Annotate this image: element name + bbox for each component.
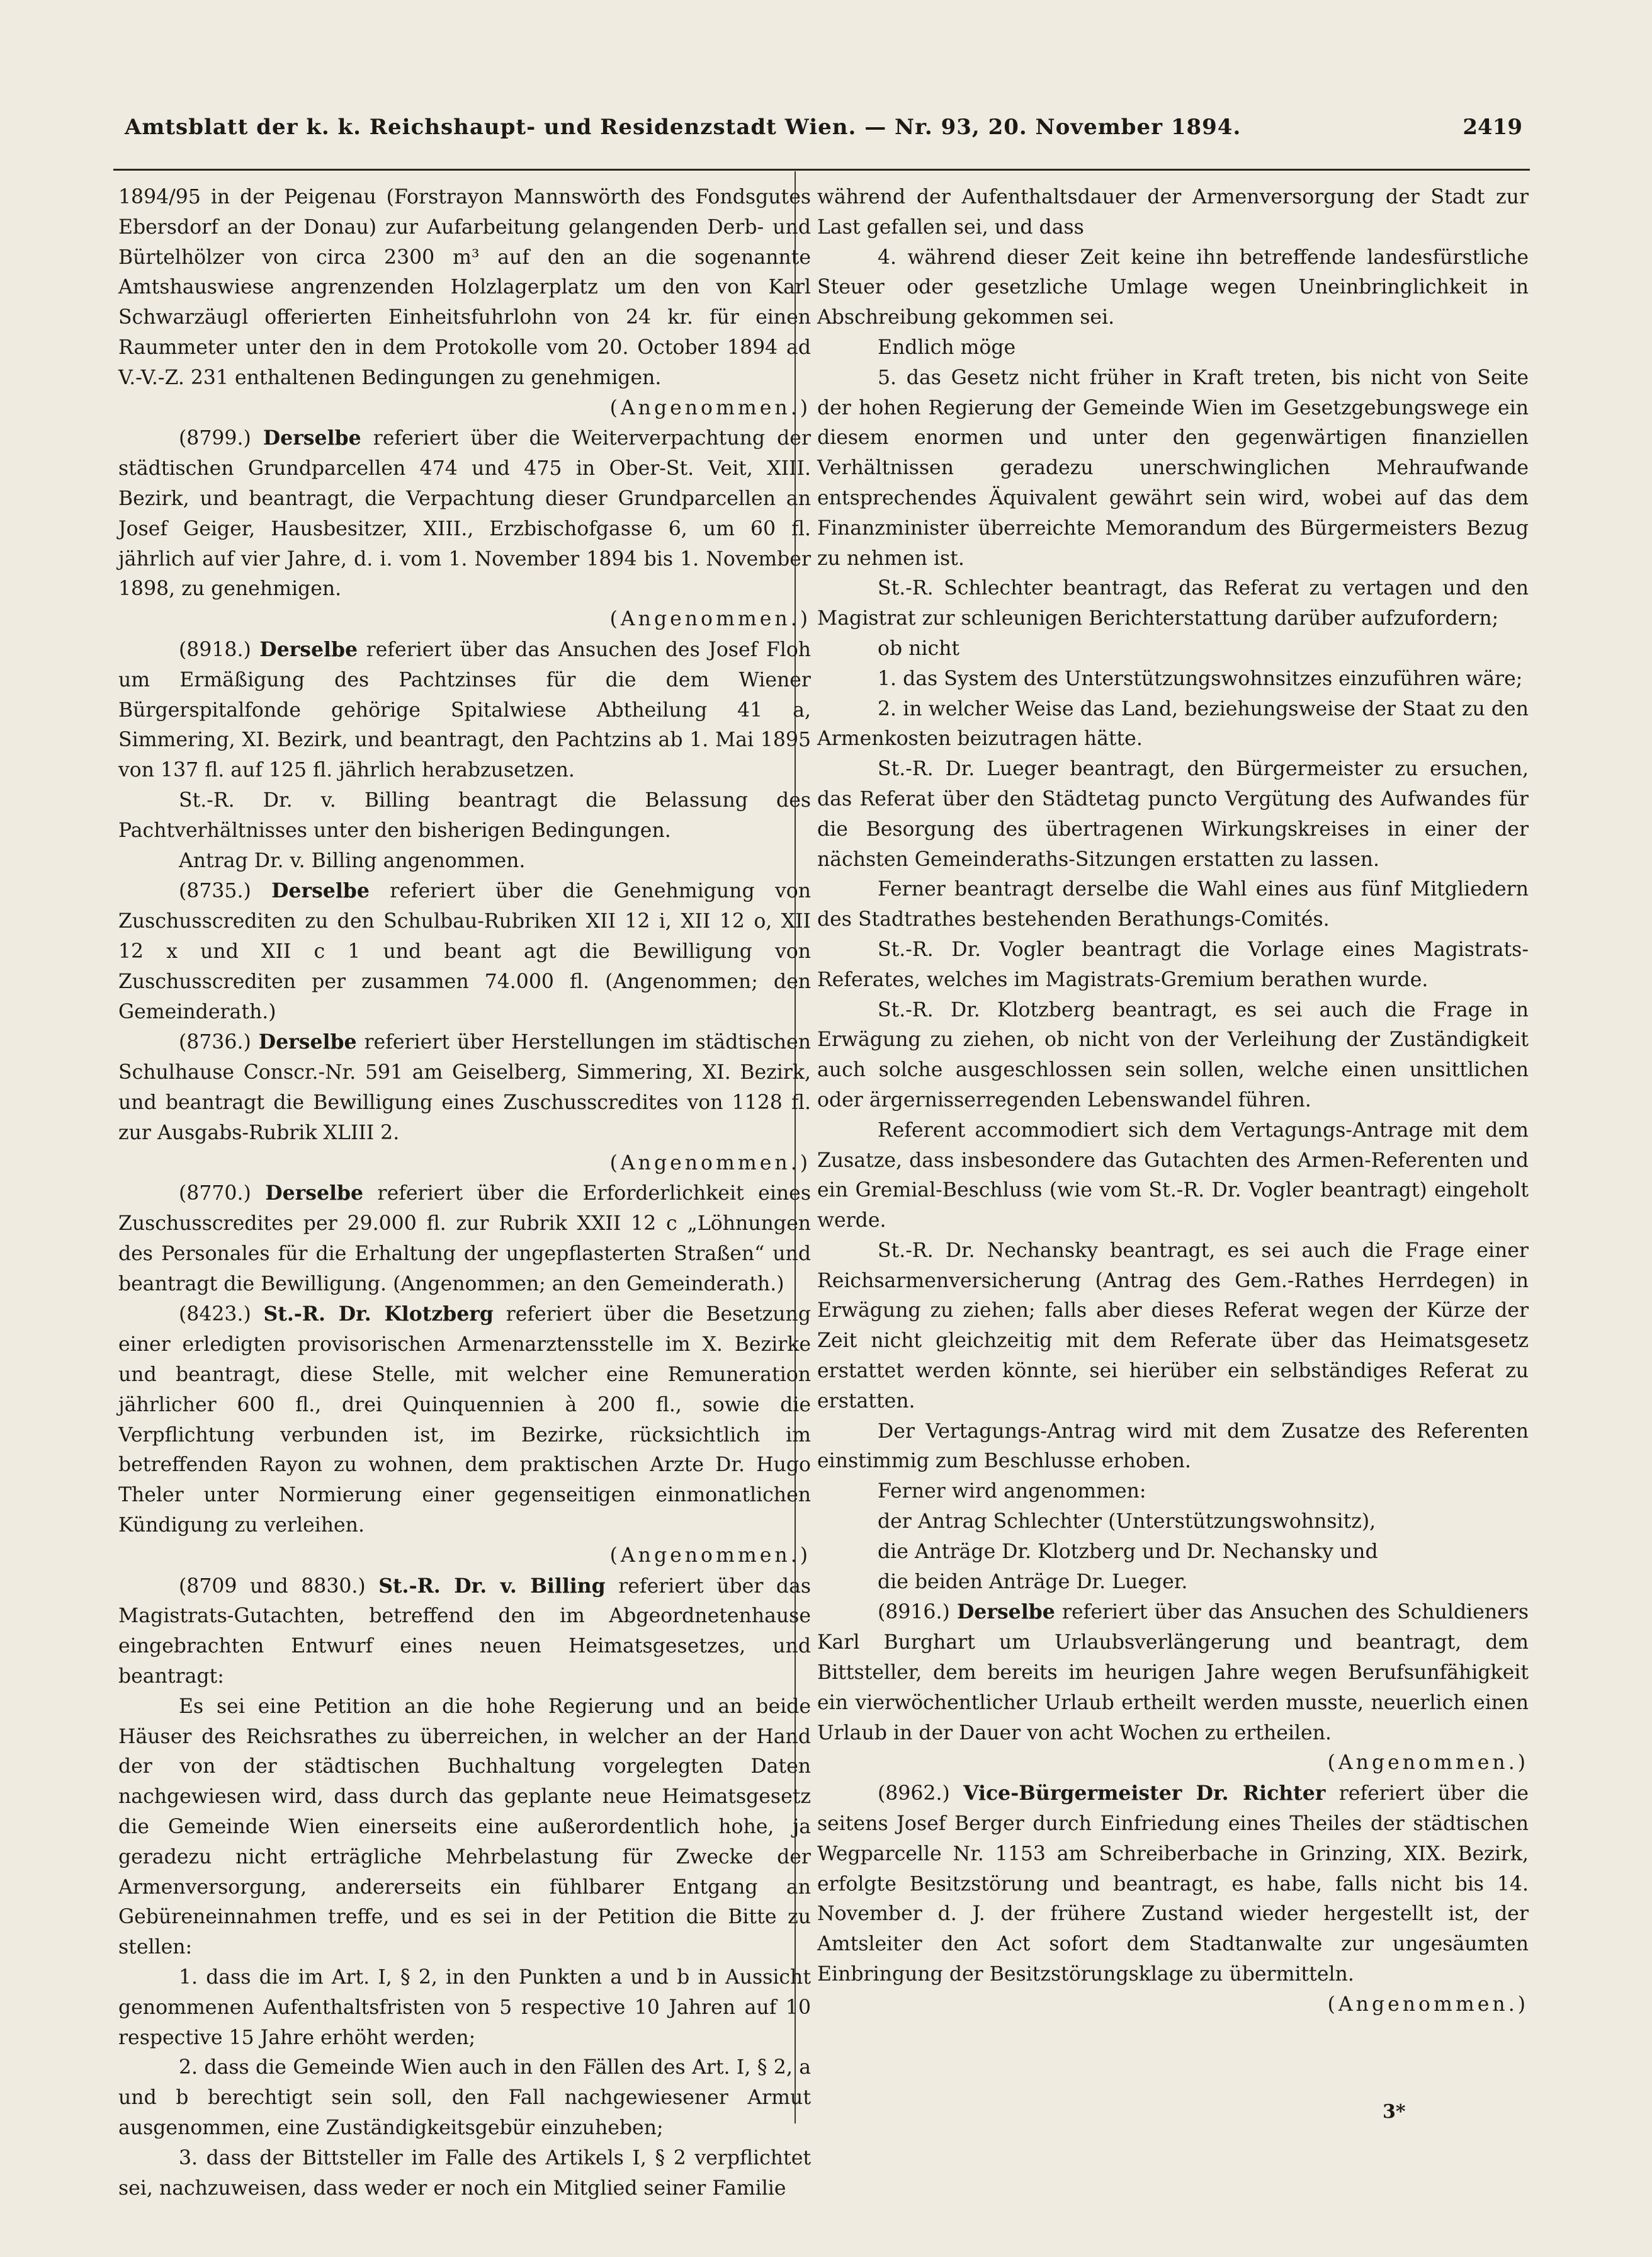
item-speaker: Derselbe	[259, 637, 358, 661]
item-speaker: Derselbe	[263, 426, 361, 450]
item-speaker: St.-R. Dr. v. Billing	[378, 1574, 606, 1598]
paragraph: während der Aufenthaltsdauer der Armenversorgung der Stadt zur Last gefallen sei, und dass	[817, 186, 1529, 239]
item-speaker: Derselbe	[265, 1181, 364, 1205]
item-text: referiert über die Genehmigung von Zuschusscrediten zu den Schulbau-Rubriken XII 12 i, XII 12 o, XII 12 x und XII c 1 und beant agt die Bewilligung von Zuschusscrediten per zusammen 74.000 fl. (Angenommen; den Gemeinderath.)	[118, 880, 811, 1023]
resolution-note: (Angenommen.)	[1327, 1751, 1529, 1775]
item-speaker: Derselbe	[956, 1600, 1055, 1624]
paragraph: 5. das Gesetz nicht früher in Kraft treten, bis nicht von Seite der hohen Regierung der Gemeinde Wien im Gesetzgebungswege ein diesem enormen und unter den gegenwärtigen finanziellen Verhältnissen geradezu unerschwinglichen Mehraufwande entsprechendes Äquivalent gewährt sein wird, wobei auf das dem Finanzminister überreichte Memorandum des Bürgermeisters Bezug zu nehmen ist.	[817, 366, 1529, 570]
item-number: (8735.)	[179, 880, 251, 903]
paragraph: Der Vertagungs-Antrag wird mit dem Zusatze des Referenten einstimmig zum Beschlusse erhoben.	[817, 1419, 1529, 1473]
paragraph	[118, 1299, 811, 1540]
item-number: (8962.)	[878, 1782, 950, 1805]
paragraph: Es sei eine Petition an die hohe Regierung und an beide Häuser des Reichsrathes zu überreichen, in welcher an der Hand der von der städtischen Buchhaltung vorgelegten Daten nachgewiesen wird, dass durch das geplante neue Heimatsgesetz die Gemeinde Wien einerseits eine außerordentlich hohe, ja geradezu nicht erträgliche Mehrbelastung für Zwecke der Armenversorgung, andererseits ein fühlbarer Entgang an Gebüreneinnahmen treffe, und es sei in der Petition die Bitte zu stellen:	[118, 1695, 811, 1959]
paragraph: Endlich möge	[878, 336, 1016, 359]
right-column	[817, 183, 1529, 2020]
item-number: (8736.)	[179, 1031, 251, 1054]
resolution-note: (Angenommen.)	[609, 1151, 811, 1174]
list-item: die Anträge Dr. Klotzberg und Dr. Nechansky und	[878, 1540, 1378, 1563]
paragraph: 3. dass der Bittsteller im Falle des Artikels I, § 2 verpflichtet sei, nachzuweisen, dass weder er noch ein Mitglied seiner Familie	[118, 2146, 811, 2200]
paragraph: 2. dass die Gemeinde Wien auch in den Fällen des Art. I, § 2, a und b berechtigt sein soll, den Fall nachgewiesener Armut ausgenommen, eine Zuständigkeitsgebür einzuheben;	[118, 2056, 811, 2139]
resolution-note: (Angenommen.)	[609, 1544, 811, 1567]
paragraph	[118, 635, 811, 786]
paragraph: St.-R. Dr. Lueger beantragt, den Bürgermeister zu ersuchen, das Referat über den Städtetag puncto Vergütung des Aufwandes für die Besorgung des übertragenen Wirkungskreises in einer der nächsten Gemeinderaths-Sitzungen erstatten zu lassen.	[817, 758, 1529, 871]
resolution-note: (Angenommen.)	[1327, 1993, 1529, 2016]
paragraph: 1. dass die im Art. I, § 2, in den Punkten a und b in Aussicht genommenen Aufenthaltsfristen von 5 respective 10 Jahren auf 10 respective 15 Jahre erhöht werden;	[118, 1966, 811, 2049]
paragraph	[118, 423, 811, 605]
paragraph: Antrag Dr. v. Billing angenommen.	[179, 849, 526, 872]
item-text: referiert über die Erforderlichkeit eines Zuschusscredites per 29.000 fl. zur Rubrik XXII 12 c „Löhnungen des Personales für die Erhaltung der ungepflasterten Straßen“ und beantragt die Bewilligung. (Angenommen; an den Gemeinderath.)	[118, 1182, 811, 1295]
paragraph: Ferner wird angenommen:	[878, 1480, 1146, 1503]
item-speaker: Derselbe	[258, 1030, 357, 1054]
page-header	[113, 111, 1530, 149]
item-number: (8918.)	[179, 638, 251, 661]
paragraph	[118, 876, 811, 1027]
header-rule	[113, 169, 1530, 171]
item-speaker: Vice-Bürgermeister Dr. Richter	[963, 1782, 1326, 1805]
item-number: (8709 und 8830.)	[179, 1574, 366, 1598]
paragraph	[118, 1571, 811, 1692]
paragraph: St.-R. Dr. v. Billing beantragt die Belassung des Pachtverhältnisses unter den bisherigen Bedingungen.	[118, 788, 811, 842]
paragraph: St.-R. Schlechter beantragt, das Referat zu vertagen und den Magistrat zur schleunigen Berichterstattung darüber aufzufordern;	[817, 577, 1529, 630]
item-text: referiert über das Magistrats-Gutachten, betreffend den im Abgeordnetenhause eingebrachten Entwurf eines neuen Heimatsgesetzes, und beantragt:	[118, 1574, 812, 1688]
paragraph: ob nicht	[878, 637, 960, 660]
item-number: (8799.)	[179, 427, 251, 450]
item-text: referiert über das Ansuchen des Schuldieners Karl Burghart um Urlaubsverlängerung und beantragt, dem Bittsteller, dem bereits im heurigen Jahre wegen Berufsunfähigkeit ein vierwöchentlicher Urlaub ertheilt werden musste, neuerlich einen Urlaub in der Dauer von acht Wochen zu ertheilen.	[817, 1601, 1529, 1744]
paragraph	[817, 1778, 1529, 1990]
item-number: (8916.)	[878, 1601, 950, 1624]
item-speaker: Derselbe	[271, 879, 370, 903]
paragraph	[118, 1027, 811, 1148]
item-number: (8423.)	[179, 1303, 251, 1326]
paragraph	[118, 1178, 811, 1299]
item-text: referiert über die Weiterverpachtung der städtischen Grundparcellen 474 und 475 in Ober-St. Veit, XIII. Bezirk, und beantragt, die Verpachtung dieser Grundparcellen an Josef Geiger, Hausbesitzer, XIII., Erzbischofgasse 6, um 60 fl. jährlich auf vier Jahre, d. i. vom 1. November 1894 bis 1. November 1898, zu genehmigen.	[118, 427, 812, 601]
paragraph: 1. das System des Unterstützungswohnsitzes einzuführen wäre;	[878, 667, 1523, 690]
paragraph: Ferner beantragt derselbe die Wahl eines aus fünf Mitgliedern des Stadtrathes bestehenden Berathungs-Comités.	[817, 878, 1529, 931]
paragraph: 2. in welcher Weise das Land, beziehungsweise der Staat zu den Armenkosten beizutragen hätte.	[817, 697, 1529, 751]
paragraph	[817, 1597, 1529, 1748]
item-text: referiert über das Ansuchen des Josef Floh um Ermäßigung des Pachtzinses für die dem Wiener Bürgerspitalfonde gehörige Spitalwiese Abtheilung 41 a, Simmering, XI. Bezirk, und beantragt, den Pachtzins ab 1. Mai 1895 von 137 fl. auf 125 fl. jährlich herabzusetzen.	[118, 638, 812, 782]
paragraph: St.-R. Dr. Vogler beantragt die Vorlage eines Magistrats-Referates, welches im Magistrats-Gremium berathen wurde.	[817, 938, 1529, 991]
paragraph: 4. während dieser Zeit keine ihn betreffende landesfürstliche Steuer oder gesetzliche Umlage wegen Uneinbringlichkeit in Abschreibung gekommen sei.	[817, 246, 1529, 329]
paragraph: St.-R. Dr. Nechansky beantragt, es sei auch die Frage einer Reichsarmenversicherung (Antrag des Gem.-Rathes Herrdegen) in Erwägung zu ziehen; falls aber dieses Referat wegen der Kürze der Zeit nicht gleichzeitig mit dem Referate über das Heimatsgesetz erstattet werden könnte, sei hierüber ein selbständiges Referat zu erstatten.	[817, 1239, 1529, 1413]
item-speaker: St.-R. Dr. Klotzberg	[263, 1302, 494, 1326]
item-text: referiert über die Besetzung einer erledigten provisorischen Armenarztensstelle im X. Bezirke und beantragt, diese Stelle, mit welcher eine Remuneration jährlicher 600 fl., drei Quinquennien à 200 fl., sowie die Verpflichtung verbunden ist, im Bezirke, rücksichtlich im betreffenden Rayon zu wohnen, dem praktischen Arzte Dr. Hugo Theler unter Normierung einer gegenseitigen einmonatlichen Kündigung zu verleihen.	[118, 1303, 811, 1537]
paragraph: 1894/95 in der Peigenau (Forstrayon Mannswörth des Fondsgutes Ebersdorf an der Donau) zur Aufarbeitung gelangenden Derb- und Bürtelhölzer von circa 2300 m³ auf den an die sogenannte Amtshauswiese angrenzenden Holzlagerplatz um den von Karl Schwarzäugl offerierten Einheitsfuhrlohn von 24 kr. für einen Raummeter unter den in dem Protokolle vom 20. October 1894 ad V.-V.-Z. 231 enthaltenen Bedingungen zu genehmigen.	[118, 186, 811, 389]
list-item: der Antrag Schlechter (Unterstützungswohnsitz),	[878, 1510, 1376, 1533]
list-item: die beiden Anträge Dr. Lueger.	[878, 1570, 1188, 1593]
signature-mark: 3*	[1383, 2101, 1406, 2123]
paragraph: Referent accommodiert sich dem Vertagungs-Antrage mit dem Zusatze, dass insbesondere das Gutachten des Armen-Referenten und ein Gremial-Beschluss (wie vom St.-R. Dr. Vogler beantragt) eingeholt werde.	[817, 1118, 1529, 1232]
left-column	[118, 183, 811, 2203]
item-text: referiert über Herstellungen im städtischen Schulhause Conscr.-Nr. 591 am Geiselberg, Simmering, XI. Bezirk, und beantragt die Bewilligung eines Zuschusscredites von 1128 fl. zur Ausgabs-Rubrik XLIII 2.	[118, 1031, 811, 1144]
resolution-note: (Angenommen.)	[609, 396, 811, 419]
item-number: (8770.)	[179, 1182, 251, 1205]
paragraph: St.-R. Dr. Klotzberg beantragt, es sei auch die Frage in Erwägung zu ziehen, ob nicht von der Verleihung der Zuständigkeit auch solche ausgeschlossen sein sollen, welche einen unsittlichen oder ärgernisserregenden Lebenswandel führen.	[817, 998, 1529, 1111]
resolution-note: (Angenommen.)	[609, 608, 811, 631]
item-text: referiert über die seitens Josef Berger durch Einfriedung eines Theiles der städtischen Wegparcelle Nr. 1153 am Schreiberbache in Grinzing, XIX. Bezirk, erfolgte Besitzstörung und beantragt, es habe, falls nicht bis 14. November d. J. der frühere Zustand wieder hergestellt ist, der Amtsleiter den Act sofort dem Stadtanwalte zur ungesäumten Einbringung der Besitzstörungsklage zu übermitteln.	[817, 1782, 1529, 1986]
page-number: 2419	[1462, 115, 1522, 140]
header-title: Amtsblatt der k. k. Reichshaupt- und Residenzstadt Wien. — Nr. 93, 20. November 1894.	[125, 115, 1242, 140]
